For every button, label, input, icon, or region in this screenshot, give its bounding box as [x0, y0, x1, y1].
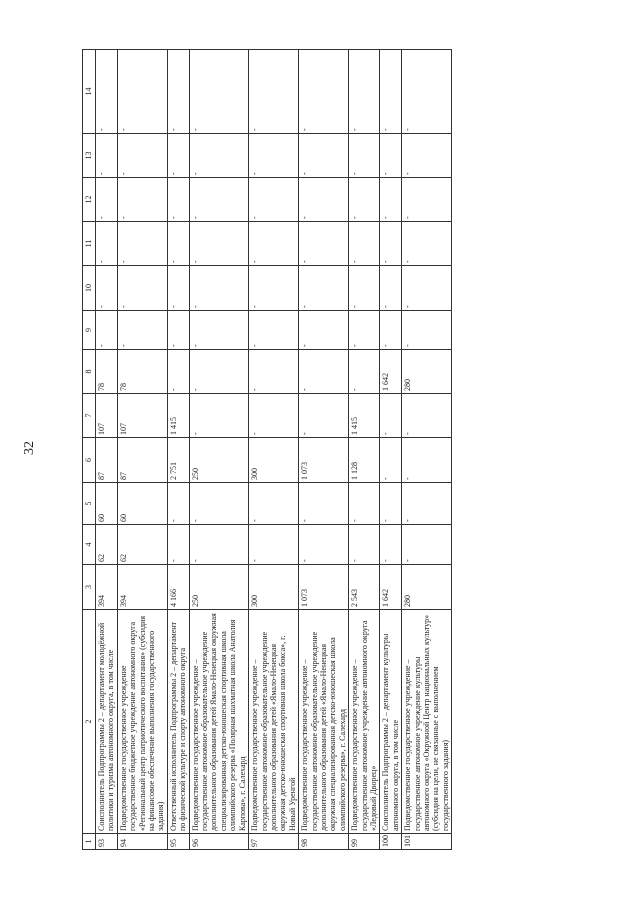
value-cell: - [117, 50, 167, 134]
value-cell: - [249, 134, 299, 178]
value-cell: - [402, 438, 452, 483]
value-cell: - [380, 525, 402, 565]
description-cell: Подведомственное государственное учреждение – государственное автономное учреждение автономного округа «Ледовый Дворец» [349, 610, 380, 834]
value-cell: 280 [402, 350, 452, 394]
table-row [402, 50, 452, 850]
value-cell: 107 [96, 394, 118, 438]
value-cell: 78 [96, 350, 118, 394]
value-cell: - [167, 525, 189, 565]
value-cell: - [349, 50, 380, 134]
value-cell: 62 [117, 525, 167, 565]
value-cell: - [380, 394, 402, 438]
value-cell: - [402, 178, 452, 222]
table-row [249, 50, 299, 850]
value-cell: - [167, 483, 189, 525]
row-number-cell: 93 [96, 834, 118, 850]
value-cell: 107 [117, 394, 167, 438]
value-cell: - [249, 525, 299, 565]
row-number-cell: 100 [380, 834, 402, 850]
value-cell: - [299, 483, 349, 525]
column-header-7: 7 [83, 394, 96, 438]
value-cell: - [402, 525, 452, 565]
value-cell: - [189, 483, 248, 525]
page-number [22, 434, 38, 455]
value-cell: 87 [117, 438, 167, 483]
value-cell: - [349, 311, 380, 350]
value-cell: - [189, 525, 248, 565]
value-cell: - [167, 222, 189, 266]
value-cell: - [117, 222, 167, 266]
value-cell: - [402, 50, 452, 134]
value-cell: - [117, 134, 167, 178]
value-cell: - [249, 222, 299, 266]
value-cell: - [402, 222, 452, 266]
value-cell: - [349, 178, 380, 222]
value-cell: - [167, 311, 189, 350]
value-cell: 2 751 [167, 438, 189, 483]
value-cell: - [167, 266, 189, 311]
value-cell: - [249, 483, 299, 525]
value-cell: 300 [249, 438, 299, 483]
value-cell: - [380, 222, 402, 266]
description-cell: Подведомственное государственное учреждение – государственное автономное образовательное учреждение дополнительного образования детей Ямало-Ненецкая окружная специализированная детско-юношеская спортивная школа олимпийского резерва «Полярная шахматная школа Анатолия Карпова», г. Салехард [189, 610, 248, 834]
value-cell: - [189, 266, 248, 311]
value-cell: 78 [117, 350, 167, 394]
header-row [83, 50, 96, 850]
column-header-13: 13 [83, 134, 96, 178]
value-cell: - [249, 311, 299, 350]
value-cell: 394 [117, 565, 167, 610]
value-cell: - [402, 266, 452, 311]
column-header-14: 14 [83, 50, 96, 134]
row-number-cell: 94 [117, 834, 167, 850]
value-cell: 2 543 [349, 565, 380, 610]
table-row [96, 50, 118, 850]
column-header-9: 9 [83, 311, 96, 350]
value-cell: - [349, 483, 380, 525]
value-cell: - [96, 178, 118, 222]
column-header-5: 5 [83, 483, 96, 525]
value-cell: - [299, 311, 349, 350]
value-cell: - [96, 222, 118, 266]
table-row [117, 50, 167, 850]
value-cell: - [349, 222, 380, 266]
value-cell: - [167, 134, 189, 178]
description-cell: Подведомственное государственное учреждение государственное бюджетное учреждение автономного округа «Региональный центр патриотического воспитания» (субсидия на финансовое обеспечение выполнения государственного задания) [117, 610, 167, 834]
column-header-6: 6 [83, 438, 96, 483]
table-row [299, 50, 349, 850]
value-cell: - [380, 483, 402, 525]
value-cell: - [380, 266, 402, 311]
budget-table [82, 49, 452, 850]
row-number-cell: 101 [402, 834, 452, 850]
table-row [349, 50, 380, 850]
value-cell: - [402, 134, 452, 178]
column-header-11: 11 [83, 222, 96, 266]
row-number-cell: 96 [189, 834, 248, 850]
value-cell: - [96, 50, 118, 134]
value-cell: - [349, 525, 380, 565]
value-cell: - [402, 394, 452, 438]
row-number-cell: 95 [167, 834, 189, 850]
description-cell: Соисполнитель Подпрограммы 2 – департамент культуры автономного округа, в том числе [380, 610, 402, 834]
value-cell: 87 [96, 438, 118, 483]
row-number-cell: 99 [349, 834, 380, 850]
value-cell: - [349, 266, 380, 311]
value-cell: 60 [117, 483, 167, 525]
value-cell: - [117, 178, 167, 222]
value-cell: - [402, 311, 452, 350]
value-cell: 60 [96, 483, 118, 525]
value-cell: 394 [96, 565, 118, 610]
value-cell: - [349, 350, 380, 394]
value-cell: - [249, 266, 299, 311]
column-header-2: 2 [83, 610, 96, 834]
value-cell: - [167, 178, 189, 222]
value-cell: - [380, 178, 402, 222]
value-cell: 250 [189, 565, 248, 610]
value-cell: - [299, 178, 349, 222]
column-header-3: 3 [83, 565, 96, 610]
value-cell: - [249, 350, 299, 394]
description-cell: Подведомственное государственное учреждение – государственное автономное учреждение культуры автономного округа «Окружной Центр национальных культур» (субсидия на цели, не связанные с выполнением государственного задания) [402, 610, 452, 834]
value-cell: 1 415 [167, 394, 189, 438]
value-cell: - [189, 311, 248, 350]
value-cell: - [249, 394, 299, 438]
value-cell: 1 073 [299, 438, 349, 483]
value-cell: - [249, 178, 299, 222]
value-cell: 1 642 [380, 565, 402, 610]
value-cell: - [402, 483, 452, 525]
value-cell: - [299, 266, 349, 311]
column-header-10: 10 [83, 266, 96, 311]
page-number-text: 32 [22, 441, 37, 455]
description-cell: Подведомственное государственное учреждение – государственное автономное образовательное учреждение дополнительного образования детей «Ямало-Ненецкая окружная специализированная детско-юношеская школа олимпийского резерва», г. Салехард [299, 610, 349, 834]
value-cell: 1 073 [299, 565, 349, 610]
value-cell: - [299, 222, 349, 266]
value-cell: 280 [402, 565, 452, 610]
value-cell: 1 642 [380, 350, 402, 394]
value-cell: 1 128 [349, 438, 380, 483]
value-cell: - [380, 134, 402, 178]
value-cell: - [189, 178, 248, 222]
value-cell: - [299, 525, 349, 565]
value-cell: - [117, 311, 167, 350]
value-cell: - [167, 350, 189, 394]
value-cell: - [299, 134, 349, 178]
value-cell: - [167, 50, 189, 134]
column-header-8: 8 [83, 350, 96, 394]
value-cell: - [299, 350, 349, 394]
value-cell: - [96, 266, 118, 311]
value-cell: 250 [189, 438, 248, 483]
value-cell: 4 166 [167, 565, 189, 610]
description-cell: Ответственный исполнитель Подпрограммы 2 – департамент по физической культуре и спорту автономного округа [167, 610, 189, 834]
value-cell: - [117, 266, 167, 311]
row-number-cell: 97 [249, 834, 299, 850]
value-cell: - [349, 134, 380, 178]
table-row [189, 50, 248, 850]
value-cell: - [299, 50, 349, 134]
value-cell: - [189, 394, 248, 438]
table-row [380, 50, 402, 850]
value-cell: - [189, 50, 248, 134]
column-header-4: 4 [83, 525, 96, 565]
description-cell: Подведомственное государственное учреждение – государственное автономное образовательное учреждение дополнительного образования детей «Ямало-Ненецкая окружная детско-юношеская спортивная школа бокса», г. Новый Уренгой [249, 610, 299, 834]
column-header-1: 1 [83, 834, 96, 850]
value-cell: - [189, 134, 248, 178]
value-cell: 1 415 [349, 394, 380, 438]
value-cell: 62 [96, 525, 118, 565]
value-cell: - [96, 134, 118, 178]
table-row [167, 50, 189, 850]
value-cell: - [189, 222, 248, 266]
column-header-12: 12 [83, 178, 96, 222]
value-cell: 300 [249, 565, 299, 610]
row-number-cell: 98 [299, 834, 349, 850]
rotated-table-wrapper [82, 50, 627, 850]
value-cell: - [380, 311, 402, 350]
description-cell: Соисполнитель Подпрограммы 2 – департамент молодёжной политики и туризма автономного округа, в том числе [96, 610, 118, 834]
value-cell: - [380, 438, 402, 483]
value-cell: - [96, 311, 118, 350]
table-body [96, 50, 452, 850]
value-cell: - [249, 50, 299, 134]
value-cell: - [189, 350, 248, 394]
value-cell: - [299, 394, 349, 438]
value-cell: - [380, 50, 402, 134]
